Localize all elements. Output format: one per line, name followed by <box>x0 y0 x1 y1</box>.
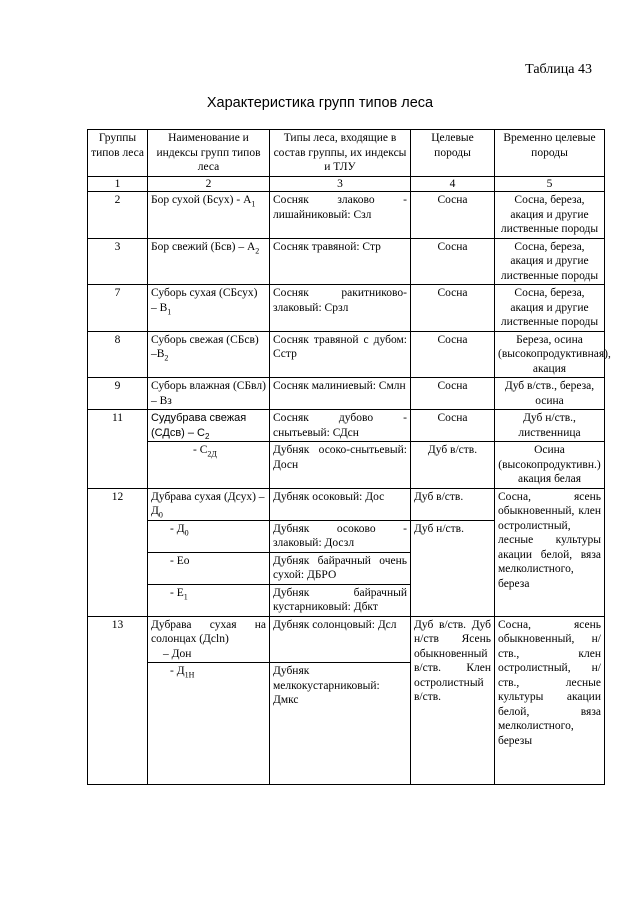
col-number: 3 <box>270 176 411 192</box>
column-number-row <box>88 176 605 192</box>
forest-types: Дубняк осоково - злаковый: Досзл <box>270 520 411 552</box>
target-species: Сосна <box>411 285 495 332</box>
group-name: Дубрава сухая на солонцах (Дсln) – Дон <box>148 616 270 663</box>
group-name: Суборь сухая (СБсух) – $В_1$ <box>148 285 270 332</box>
header-target: Целевые породы <box>411 130 495 177</box>
temp-species: Дуб н/ств., лиственница <box>495 410 605 442</box>
forest-types-table <box>87 129 611 785</box>
forest-types: Сосняк травяной: Стр <box>270 238 411 285</box>
group-subname: - $Д_0$ <box>148 520 270 552</box>
forest-types: Сосняк дубово - снытьевый: СДсн <box>270 410 411 442</box>
forest-types: Дубняк байрачный очень сухой: ДБРО <box>270 552 411 584</box>
group-name: Суборь влажная (СБвл) – Вз <box>148 378 270 410</box>
group-number: 8 <box>88 331 148 378</box>
table-row <box>88 285 605 332</box>
group-name: Суборь свежая (СБсв) $-В_2$ <box>148 331 270 378</box>
table-row <box>88 238 605 285</box>
header-name: Наименование и индексы групп типов леса <box>148 130 270 177</box>
temp-species: Береза, осина (высокопродуктивная), акация <box>495 331 605 378</box>
header-row <box>88 130 605 177</box>
header-temp: Временно целевые породы <box>495 130 605 177</box>
forest-types: Сосняк ракитниково-злаковый: Срзл <box>270 285 411 332</box>
table-row <box>88 378 605 410</box>
group-number: 3 <box>88 238 148 285</box>
target-species: Дуб н/ств. <box>411 520 495 616</box>
group-number: 11 <box>88 410 148 489</box>
temp-species: Сосна, береза, акация и другие лиственные породы <box>495 285 605 332</box>
target-species: Сосна <box>411 378 495 410</box>
target-species: Сосна <box>411 192 495 239</box>
temp-species: Сосна, ясень обыкновенный, клен остролистный, лесные культуры акации белой, вяза мелколистного, береза <box>495 488 605 616</box>
temp-species: Сосна, береза, акация и другие лиственные породы <box>495 238 605 285</box>
group-name: Судубрава свежая (СДсв) – $С_2$ <box>148 410 270 442</box>
group-name: Бор сухой (Бсух) - $А_1$ <box>148 192 270 239</box>
table-title: Характеристика групп типов леса <box>206 95 434 111</box>
group-number: 9 <box>88 378 148 410</box>
group-name: Дубрава сухая (Дсух) – $Д_0$ <box>148 488 270 520</box>
group-subname: - $Д_{1Н}$ <box>148 663 270 785</box>
group-subname: - Ео <box>148 552 270 584</box>
header-types: Типы леса, входящие в состав группы, их индексы и ТЛУ <box>270 130 411 177</box>
table-row <box>88 331 605 378</box>
col-number: 5 <box>495 176 605 192</box>
header-group: Группы типов леса <box>88 130 148 177</box>
temp-species: Сосна, береза, акация и другие лиственные породы <box>495 192 605 239</box>
group-subname: - $Е_1$ <box>148 584 270 616</box>
forest-types: Сосняк травяной с дубом: Сстр <box>270 331 411 378</box>
temp-species: Сосна, ясень обыкновенный, н/ств., клен остролистный, н/ств., лесные культуры акации белой, вяза мелколистного, березы <box>495 616 605 785</box>
forest-types: Сосняк малиниевый: Смлн <box>270 378 411 410</box>
group-number: 7 <box>88 285 148 332</box>
col-number: 1 <box>88 176 148 192</box>
forest-types: Сосняк злаково - лишайниковый: Сзл <box>270 192 411 239</box>
table-row <box>88 410 605 442</box>
table-row <box>88 488 605 520</box>
table-number: Таблица 43 <box>525 62 592 77</box>
temp-species: Осина (высокопродуктивн.) акация белая <box>495 442 605 489</box>
target-species: Сосна <box>411 238 495 285</box>
forest-types: Дубняк байрачный кустарниковый: Дбкт <box>270 584 411 616</box>
col-number: 4 <box>411 176 495 192</box>
group-subname: - $С_{2Д}$ <box>148 442 270 489</box>
temp-species: Дуб в/ств., береза, осина <box>495 378 605 410</box>
target-species: Сосна <box>411 331 495 378</box>
col-number: 2 <box>148 176 270 192</box>
group-name: Бор свежий $(Бсв) - А_2$ <box>148 238 270 285</box>
forest-types: Дубняк солонцовый: Дсл <box>270 616 411 663</box>
target-species: Дуб в/ств. Дуб н/ств Ясень обыкновенный в/ств. Клен остролистный в/ств. <box>411 616 495 785</box>
table-row <box>88 616 605 663</box>
target-species: Дуб в/ств. <box>411 442 495 489</box>
table-row <box>88 192 605 239</box>
group-number: 12 <box>88 488 148 616</box>
group-number: 2 <box>88 192 148 239</box>
target-species: Дуб в/ств. <box>411 488 495 520</box>
forest-types: Дубняк мелкокустарниковый: Дмкс <box>270 663 411 785</box>
group-number: 13 <box>88 616 148 785</box>
table-row <box>88 442 605 489</box>
forest-types: Дубняк осоковый: Дос <box>270 488 411 520</box>
target-species: Сосна <box>411 410 495 442</box>
forest-types: Дубняк осоко-снытьевый: Досн <box>270 442 411 489</box>
